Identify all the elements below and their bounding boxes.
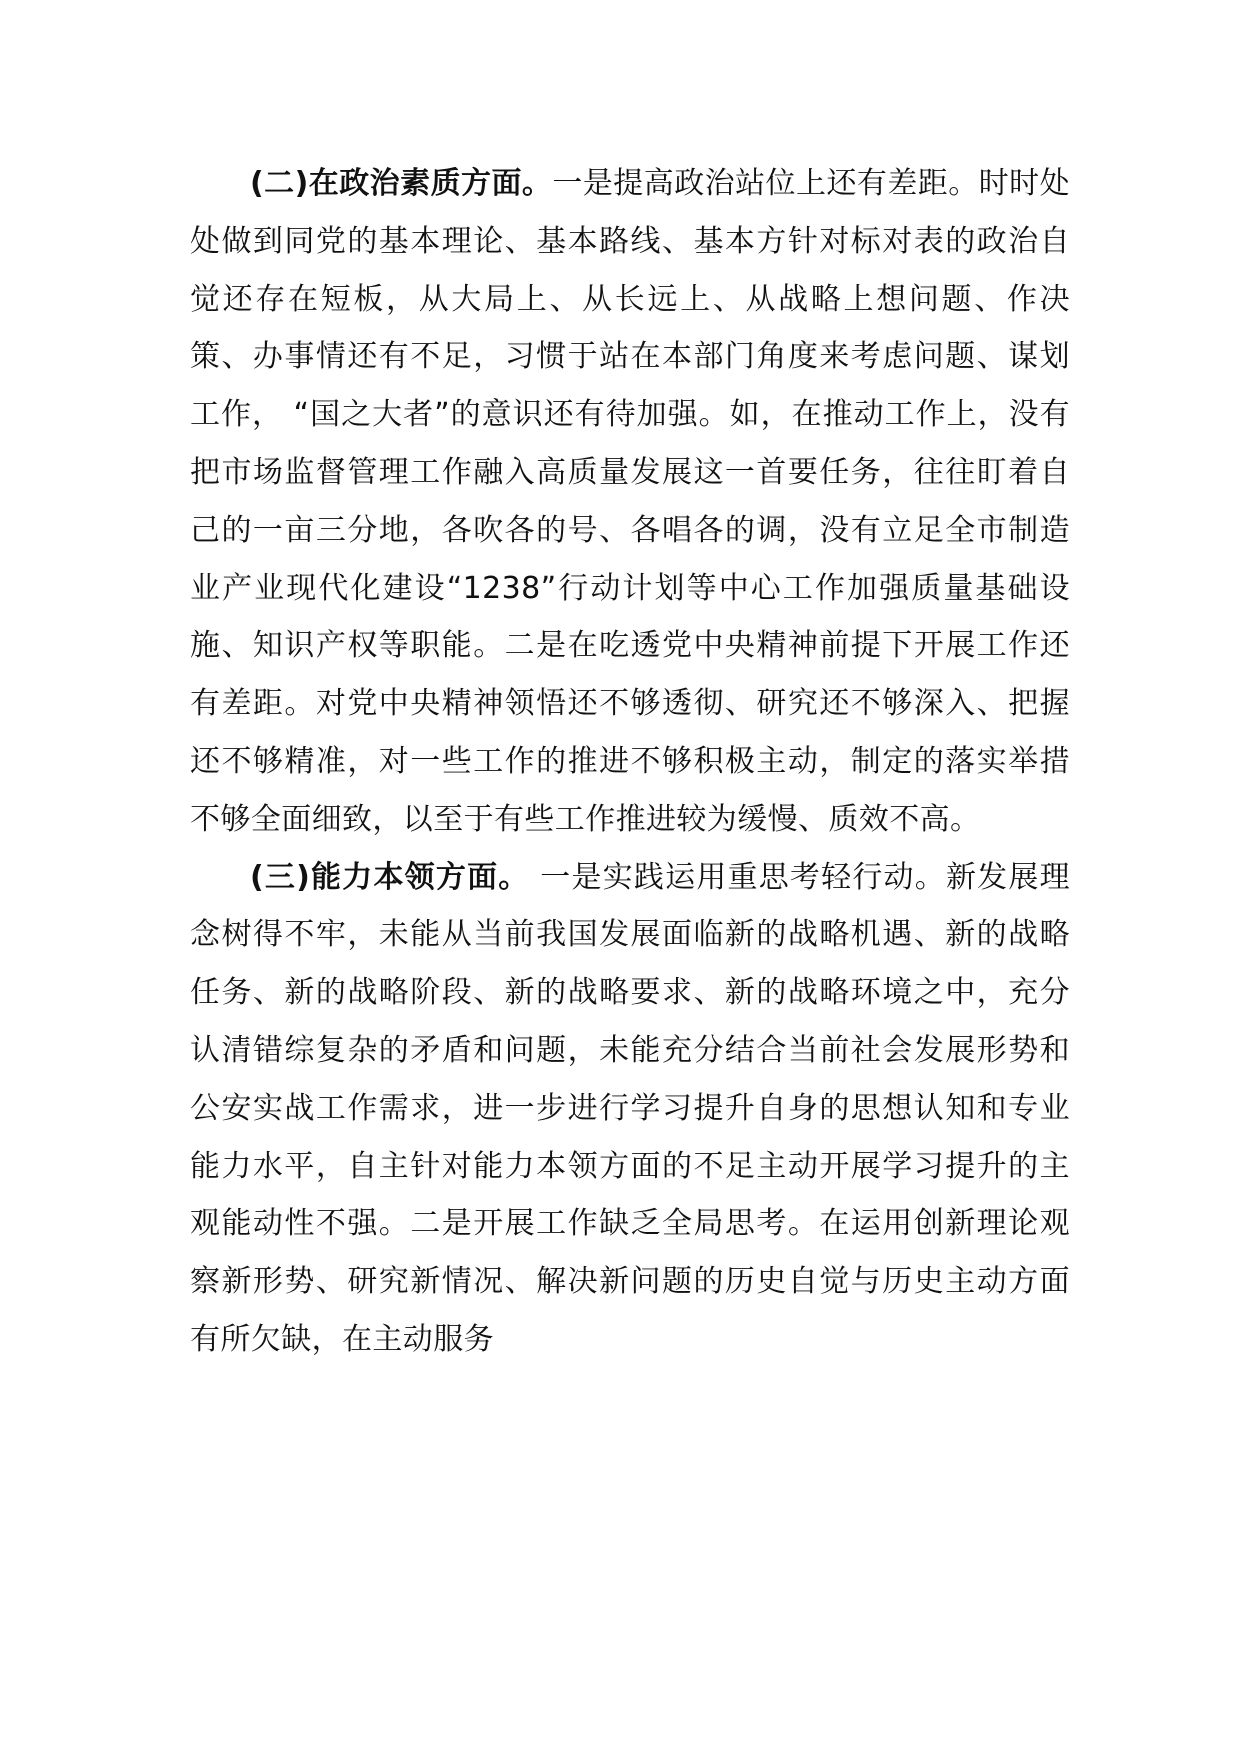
paragraph-text-ability: 一是实践运用重思考轻行动。新发展理念树得不牢，未能从当前我国发展面临新的战略机遇、新的战略任务、新的战略阶段、新的战略要求、新的战略环境之中，充分认清错综复杂的矛盾和问题，未能充分结合当前社会发展形势和公安实战工作需求，进一步进行学习提升自身的思想认知和专业能力水平，自主针对能力本领方面的不足主动开展学习提升的主观能动性不强。二是开展工作缺乏全局思考。在运用创新理论观察新形势、研究新情况、解决新问题的历史自觉与历史主动方面有所欠缺，在主动服务 [190, 859, 1070, 1357]
paragraph-political-quality [190, 155, 1070, 849]
paragraph-text-political-quality: 一是提高政治站位上还有差距。时时处处做到同党的基本理论、基本路线、基本方针对标对表的政治自觉还存在短板，从大局上、从长远上、从战略上想问题、作决策、办事情还有不足，习惯于站在本部门角度来考虑问题、谋划工作， “国之大者”的意识还有待加强。如，在推动工作上，没有把市场监督管理工作融入高质量发展这一首要任务，往往盯着自己的一亩三分地，各吹各的号、各唱各的调，没有立足全市制造业产业现代化建设“1238”行动计划等中心工作加强质量基础设施、知识产权等职能。二是在吃透党中央精神前提下开展工作还有差距。对党中央精神领悟还不够透彻、研究还不够深入、把握还不够精准，对一些工作的推进不够积极主动，制定的落实举措不够全面细致，以至于有些工作推进较为缓慢、质效不高。 [190, 166, 1070, 837]
section-heading-ability: (三)能力本领方面。 [250, 859, 530, 895]
section-heading-political-quality: (二)在政治素质方面。 [250, 166, 553, 201]
paragraph-ability [190, 849, 1070, 1369]
document-body [190, 155, 1070, 1369]
